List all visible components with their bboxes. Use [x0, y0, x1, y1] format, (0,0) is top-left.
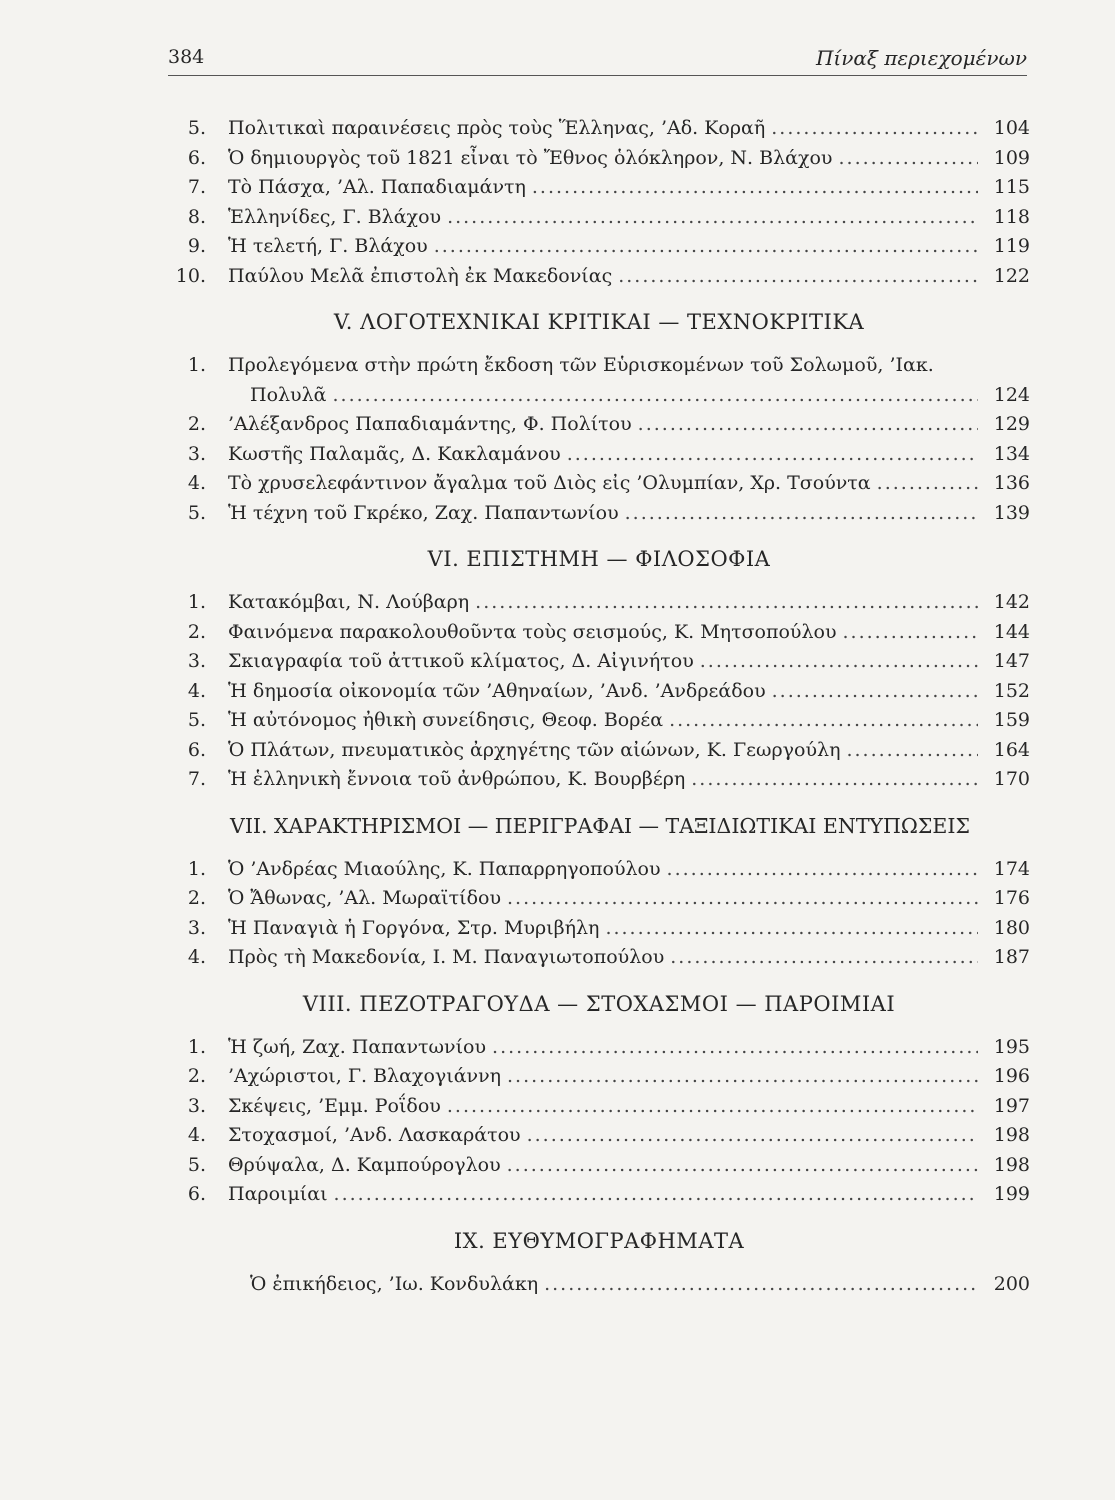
toc-entry: 10. Παύλου Μελᾶ ἐπιστολὴ ἐκ Μακεδονίας ..... 122	[168, 262, 1030, 292]
toc-entry: 1. Ἡ ζωή, Ζαχ. Παπαντωνίου ..... 195	[168, 1033, 1030, 1063]
page-header	[168, 46, 1027, 76]
toc-entry: 5. Ἡ τέχνη τοῦ Γκρέκο, Ζαχ. Παπαντωνίου ..... 139	[168, 499, 1030, 529]
running-title: Πίναξ περιεχομένων	[815, 46, 1027, 70]
section-heading-ix: IX. ΕΥΘΥΜΟΓΡΑΦΗΜΑΤΑ	[453, 1228, 745, 1253]
toc-entry: 3. Ἡ Παναγιὰ ἡ Γοργόνα, Στρ. Μυριβήλη ..... 180	[168, 914, 1030, 944]
toc-entry-continuation: Πολυλᾶ ..... 124	[168, 381, 1030, 411]
toc-entry: 9. Ἡ τελετή, Γ. Βλάχου ..... 119	[168, 232, 1030, 262]
toc-entry: 7. Τὸ Πάσχα, ’Αλ. Παπαδιαμάντη ..... 115	[168, 173, 1030, 203]
toc-entry: 4. Πρὸς τὴ Μακεδονία, Ι. Μ. Παναγιωτοπούλου ..... 187	[168, 943, 1030, 973]
toc-entry: 1. Κατακόμβαι, Ν. Λούβαρη ..... 142	[168, 588, 1030, 618]
toc-entry: 7. Ἡ ἑλληνικὴ ἔννοια τοῦ ἀνθρώπου, Κ. Βουρβέρη ..... 170	[168, 765, 1030, 795]
toc-entry: 2. ’Αχώριστοι, Γ. Βλαχογιάννη ..... 196	[168, 1062, 1030, 1092]
toc-entry: 3. Κωστῆς Παλαμᾶς, Δ. Κακλαμάνου ..... 134	[168, 440, 1030, 470]
toc-entry: 1. Προλεγόμενα στὴν πρώτη ἔκδοση τῶν Εὑρισκομένων τοῦ Σολωμοῦ, ’Ιακ.	[187, 354, 934, 376]
toc-entry: 3. Σκέψεις, ’Εμμ. Ροΐδου ..... 197	[168, 1092, 1030, 1122]
toc-entry: 6. Ὁ Πλάτων, πνευματικὸς ἀρχηγέτης τῶν αἰώνων, Κ. Γεωργούλη ..... 164	[168, 736, 1030, 766]
toc-entry: 2. Ὁ Ἄθωνας, ’Αλ. Μωραϊτίδου ..... 176	[168, 884, 1030, 914]
section-ix-list	[168, 1270, 1030, 1300]
section-heading-v: V. ΛΟΓΟΤΕΧΝΙΚΑΙ ΚΡΙΤΙΚΑΙ — ΤΕΧΝΟΚΡΙΤΙΚΑ	[333, 310, 865, 334]
section-v-list	[168, 351, 1030, 528]
toc-entry: 5. Πολιτικαὶ παραινέσεις πρὸς τοὺς Ἕλληνας, ’Αδ. Κοραῆ ..... 104	[168, 114, 1030, 144]
toc-group-continued	[168, 114, 1030, 291]
toc-entry: 2. Φαινόμενα παρακολουθοῦντα τοὺς σεισμούς, Κ. Μητσοπούλου ..... 144	[168, 618, 1030, 648]
toc-entry: 4. Ἡ δημοσία οἰκονομία τῶν ’Αθηναίων, ’Ανδ. ’Ανδρεάδου ..... 152	[168, 677, 1030, 707]
toc-entry: 6. Ὁ δημιουργὸς τοῦ 1821 εἶναι τὸ Ἔθνος ὁλόκληρον, Ν. Βλάχου ..... 109	[168, 144, 1030, 174]
toc-entry: 2. ’Αλέξανδρος Παπαδιαμάντης, Φ. Πολίτου ..... 129	[168, 410, 1030, 440]
toc-entry: 5. Ἡ αὐτόνομος ἠθικὴ συνείδησις, Θεοφ. Βορέα ..... 159	[168, 706, 1030, 736]
section-vi-list	[168, 588, 1030, 795]
toc-entry: 5. Θρύψαλα, Δ. Καμπούρογλου ..... 198	[168, 1151, 1030, 1181]
section-vii-list	[168, 855, 1030, 973]
toc-entry: 6. Παροιμίαι ..... 199	[168, 1180, 1030, 1210]
page-number: 384	[168, 46, 205, 68]
table-of-contents	[168, 114, 1030, 1299]
section-heading-vii: VII. ΧΑΡΑΚΤΗΡΙΣΜΟΙ — ΠΕΡΙΓΡΑΦΑΙ — ΤΑΞΙΔΙΩΤΙΚΑΙ ΕΝΤΥΠΩΣΕΙΣ	[230, 813, 970, 838]
section-heading-vi: VI. ΕΠΙΣΤΗΜΗ — ΦΙΛΟΣΟΦΙΑ	[427, 547, 771, 571]
header-rule	[168, 75, 1027, 76]
toc-entry: 3. Σκιαγραφία τοῦ ἀττικοῦ κλίματος, Δ. Αἰγινήτου ..... 147	[168, 647, 1030, 677]
toc-entry: 8. Ἑλληνίδες, Γ. Βλάχου ..... 118	[168, 203, 1030, 233]
section-heading-viii: VIII. ΠΕΖΟΤΡΑΓΟΥΔΑ — ΣΤΟΧΑΣΜΟΙ — ΠΑΡΟΙΜΙΑΙ	[302, 991, 896, 1016]
toc-entry: 1. Ὁ ’Ανδρέας Μιαούλης, Κ. Παπαρρηγοπούλου ..... 174	[168, 855, 1030, 885]
toc-entry: 4. Στοχασμοί, ’Ανδ. Λασκαράτου ..... 198	[168, 1121, 1030, 1151]
toc-entry: 4. Τὸ χρυσελεφάντινον ἄγαλμα τοῦ Διὸς εἰς ’Ολυμπίαν, Χρ. Τσούντα ..... 136	[168, 469, 1030, 499]
toc-entry: Ὁ ἐπικήδειος, ’Ιω. Κονδυλάκη ..... 200	[168, 1270, 1030, 1300]
section-viii-list	[168, 1033, 1030, 1210]
